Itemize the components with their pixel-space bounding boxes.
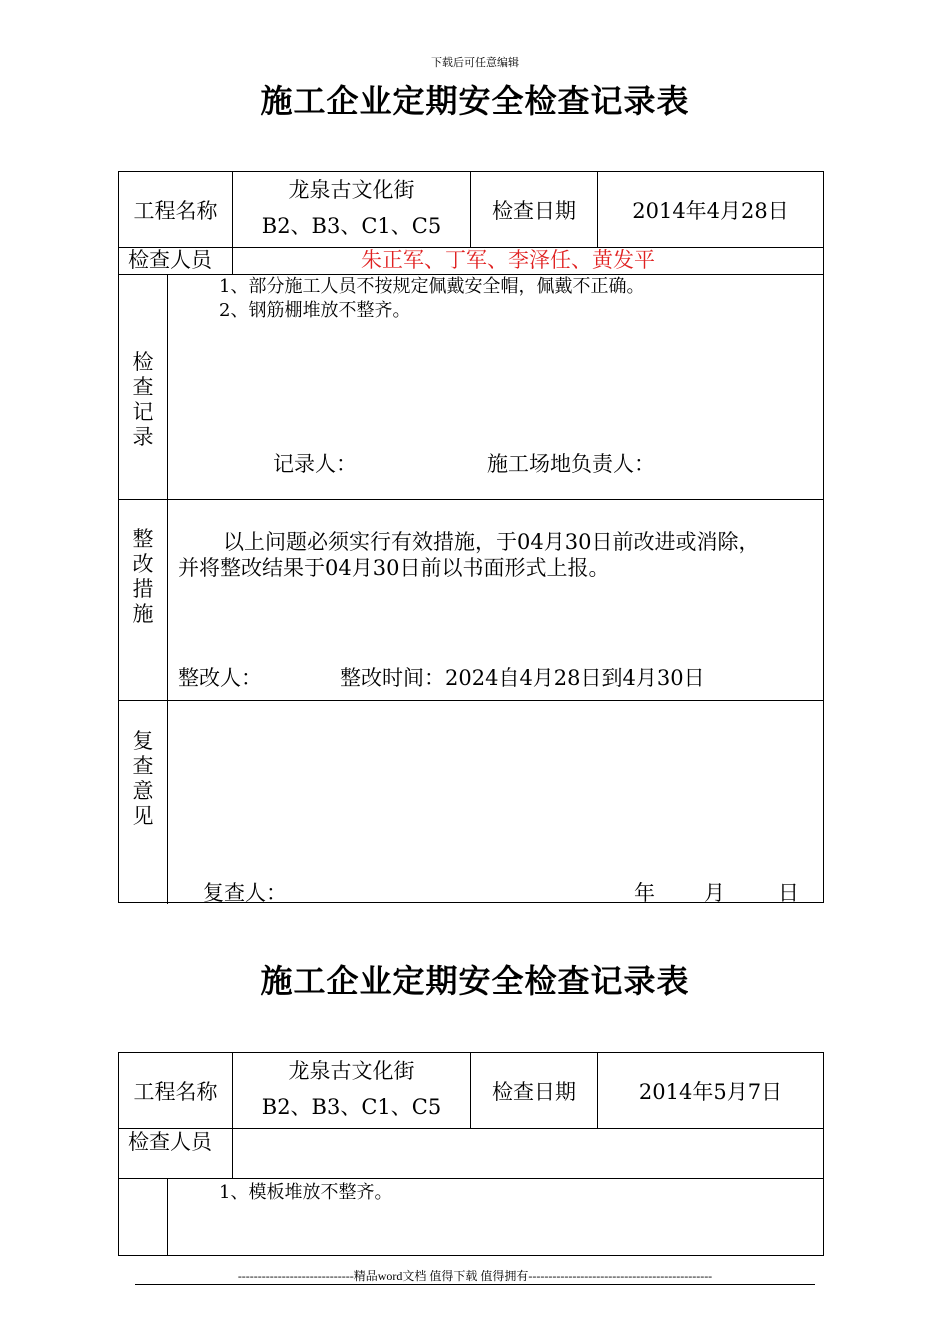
form2-inspectors-label: 检查人员 bbox=[128, 1130, 212, 1154]
form1-inspectors-label: 检查人员 bbox=[128, 248, 212, 272]
form1-rectifier-label: 整改人： bbox=[178, 666, 262, 690]
form1-site-manager-label: 施工场地负责人： bbox=[487, 452, 655, 476]
form1-record-label: 检查记录 bbox=[132, 350, 154, 449]
form1-record-item-2: 2、钢筋棚堆放不整齐。 bbox=[219, 300, 411, 321]
footer-rule bbox=[135, 1284, 815, 1285]
form1-reviewer-label: 复查人： bbox=[203, 881, 287, 905]
form1-rectify-time: 整改时间：2024自4月28日到4月30日 bbox=[340, 666, 705, 690]
form1-review-label: 复查意见 bbox=[132, 729, 154, 828]
form1-project-name bbox=[233, 172, 470, 247]
form1-project-name-line1: 龙泉古文化街 bbox=[288, 178, 415, 202]
form1-inspectors-value: 朱正军、丁军、李泽任、黄发平 bbox=[361, 248, 655, 272]
form1-project-label: 工程名称 bbox=[133, 198, 218, 223]
form1-record-item-1: 1、部分施工人员不按规定佩戴安全帽，佩戴不正确。 bbox=[219, 276, 645, 297]
form2-title: 施工企业定期安全检查记录表 bbox=[260, 962, 690, 1000]
form2-record-item-1: 1、模板堆放不整齐。 bbox=[219, 1182, 393, 1203]
form1-review-date-day: 日 bbox=[778, 881, 799, 905]
form2-table bbox=[118, 1052, 824, 1256]
form1-table bbox=[118, 171, 824, 903]
form1-date-value: 2014年4月28日 bbox=[632, 198, 789, 223]
form1-rectify-text-2: 并将整改结果于04月30日前以书面形式上报。 bbox=[178, 556, 610, 580]
form1-rectify-text-1: 以上问题必须实行有效措施，于04月30日前改进或消除， bbox=[223, 530, 760, 554]
form2-project-label: 工程名称 bbox=[133, 1079, 218, 1104]
top-note: 下载后可任意编辑 bbox=[431, 56, 519, 69]
form1-review-date-year: 年 bbox=[634, 881, 655, 905]
footer-text: -----------------------------精品word文档 值得下载 值得拥有---------------------------------------------- bbox=[237, 1269, 713, 1283]
form1-title: 施工企业定期安全检查记录表 bbox=[260, 82, 690, 120]
form1-project-name-line2: B2、B3、C1、C5 bbox=[261, 214, 442, 238]
form1-date-label: 检查日期 bbox=[492, 198, 576, 223]
form2-date-value: 2014年5月7日 bbox=[638, 1079, 783, 1104]
form2-project-name bbox=[233, 1053, 470, 1128]
form1-rectify-label: 整改措施 bbox=[132, 527, 154, 626]
form2-date-label: 检查日期 bbox=[492, 1079, 576, 1104]
form2-project-name-line1: 龙泉古文化街 bbox=[288, 1059, 415, 1083]
form1-review-date-month: 月 bbox=[704, 881, 725, 905]
form2-project-name-line2: B2、B3、C1、C5 bbox=[261, 1095, 442, 1119]
form1-recorder-label: 记录人： bbox=[273, 452, 357, 476]
